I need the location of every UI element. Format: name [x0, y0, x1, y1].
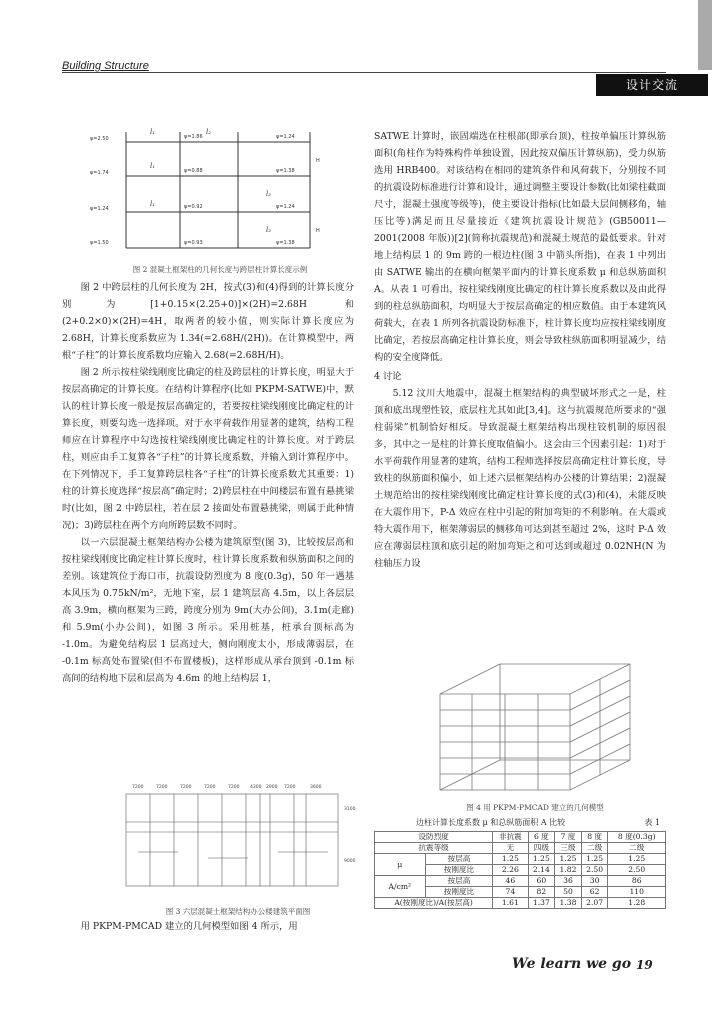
height-label: H	[316, 228, 320, 234]
table-cell: 1.25	[493, 854, 528, 865]
table-cell: 82	[528, 887, 555, 898]
journal-name: Building Structure	[62, 60, 149, 72]
table-cell: 8 度	[581, 832, 608, 843]
paragraph: 用 PKPM-PMCAD 建立的几何模型如图 4 所示，用	[80, 921, 298, 932]
section-tag: 设计交流	[596, 74, 708, 96]
psi-label: ψ=1.74	[90, 170, 109, 176]
dimension-label: 7200	[228, 785, 240, 790]
right-column	[374, 128, 666, 572]
paragraph: 图 2 中跨层柱的几何长度为 2H，按式(3)和(4)得到的计算长度分别为[1+0.15×(2.25+0)]×(2H)=2.68H 和(2+0.2×0)×(2H)=4H，取两者的较小值，则实际计算长度应为 2.68H，计算长度系数应为 1.34(=2.68H/(2H))。在计算模型中，两根“子柱”的计算长度系数均应输入 2.68(=2.68H/H)。	[62, 282, 354, 361]
table-cell: A/cm²	[375, 876, 426, 898]
table-cell: 8 度(0.3g)	[608, 832, 666, 843]
left-column	[62, 279, 354, 687]
dimension-label: 4300	[250, 785, 262, 790]
table-cell: 无	[493, 843, 528, 854]
figure-3-floor-plan	[118, 782, 358, 902]
table-row	[375, 843, 666, 854]
span-label: l₁	[150, 200, 156, 208]
table-label: 表 1	[644, 818, 660, 827]
table-cell: 50	[555, 887, 582, 898]
table-cell: 按层高	[425, 854, 493, 865]
psi-label: ψ=0.88	[184, 168, 203, 174]
span-label: l₂	[206, 128, 212, 136]
paragraph: SATWE 计算时，嵌固端选在柱根部(即承台顶)，柱按单偏压计算纵筋面积(角柱作为特殊构件单独设置，因此按双偏压计算纵筋)，受力纵筋选用 HRB400。对该结构在相同的建筑条件和风荷载下，分别按不同的抗震设防标准进行计算和设计，通过调整主要设计参数(比如梁柱截面尺寸，混凝土强度等级等)，使主要设计指标(比如最大层间侧移角，轴压比等)满足而且尽量接近《建筑抗震设计规范》(GB50011—2001(2008 年版))[2](简称抗震规范)和混凝土规范的最低要求。针对地上结构层 1 的 9m 跨的一根边柱(图 3 中箭头所指)，在表 1 中列出由 SATWE 输出的在横向框架平面内的计算长度系数 μ 和总纵筋面积 A。从表 1 可看出，按柱梁线刚度比确定的柱计算长度系数以及由此得到的柱总纵筋面积，均明显大于按层高确定的相应数值。由于本建筑风荷载大，在表 1 所列各抗震设防标准下，柱计算长度均应按柱梁线刚度比确定，若按层高确定柱计算长度，则会导致柱纵筋面积明显减少，结构的安全度降低。	[374, 131, 666, 363]
height-label: H	[316, 158, 320, 164]
left-column-end	[62, 918, 354, 935]
table-cell: 1.37	[528, 898, 555, 909]
dimension-label: 7200	[132, 785, 144, 790]
table-cell: 1.25	[581, 854, 608, 865]
figure-4-3d-model	[420, 660, 650, 798]
figure-3-caption: 图 3 六层混凝土框架结构办公楼建筑平面图	[165, 907, 311, 916]
table-cell: 按刚度比	[425, 887, 493, 898]
table-cell: 86	[608, 876, 666, 887]
decorative-bar	[698, 0, 712, 70]
table-cell: 1.25	[528, 854, 555, 865]
table-cell: 7 度	[555, 832, 582, 843]
table-cell: A(按刚度比)/A(按层高)	[375, 898, 493, 909]
table-cell: 60	[528, 876, 555, 887]
table-cell: 74	[493, 887, 528, 898]
figure-2-diagram	[90, 124, 350, 262]
table-cell: 1.25	[608, 854, 666, 865]
psi-label: ψ=1.24	[90, 206, 109, 212]
table-cell: 2.26	[493, 865, 528, 876]
table-cell: 2.14	[528, 865, 555, 876]
psi-label: ψ=0.92	[184, 204, 203, 210]
page-number: 19	[636, 958, 653, 972]
table-cell: 四级	[528, 843, 555, 854]
psi-label: ψ=0.93	[184, 240, 203, 246]
span-label: l₁	[150, 128, 156, 136]
table-row	[375, 854, 666, 865]
paragraph: 图 2 所示按柱梁线刚度比确定的柱及跨层柱的计算长度，明显大于按层高确定的计算长度。在结构计算程序(比如 PKPM-SATWE)中，默认的柱计算长度一般是按层高确定的，若要按柱梁线刚度比确定柱的计算长度，则要勾选一选择项。对于水平荷载作用显著的建筑，结构工程师应在计算程序中勾选按柱梁线刚度比确定柱的计算长度。对于跨层柱，则应由手工复算各“子柱”的计算长度系数，并输入到计算程序中。在下列情况下，手工复算跨层柱各“子柱”的计算长度系数尤其重要：1)柱的计算长度选择“按层高”确定时；2)跨层柱在中间楼层布置有悬挑梁时(比如，图 2 中跨层柱，若在层 2 接面处布置悬挑梁，则属于此种情况)；3)跨层柱在两个方向所跨层数不同时。	[62, 367, 354, 531]
table-cell: 36	[555, 876, 582, 887]
span-label: l₁	[150, 162, 156, 170]
footer-slogan: We learn we go	[512, 956, 632, 972]
table-cell: 三级	[555, 843, 582, 854]
table-row	[375, 832, 666, 843]
table-cell: 1.61	[493, 898, 528, 909]
table-cell: 46	[493, 876, 528, 887]
table-cell: 110	[608, 887, 666, 898]
psi-label: ψ=1.86	[184, 134, 203, 140]
dimension-label: 7200	[180, 785, 192, 790]
table-title: 边柱计算长度系数 μ 和总纵筋面积 A 比较	[416, 818, 566, 827]
table-cell: 30	[581, 876, 608, 887]
psi-label: ψ=1.24	[276, 204, 295, 210]
table-cell: 按刚度比	[425, 865, 493, 876]
table-row	[375, 898, 666, 909]
table-cell: 2.50	[581, 865, 608, 876]
table-cell: 设防烈度	[375, 832, 493, 843]
figure-2-caption: 图 2 混凝土框架柱的几何长度与跨层柱计算长度示例	[132, 265, 308, 274]
table-row	[375, 876, 666, 887]
span-label: l₂	[266, 226, 272, 234]
psi-label: ψ=1.38	[276, 168, 295, 174]
psi-label: ψ=1.24	[276, 134, 295, 140]
dimension-label: 3600	[310, 785, 322, 790]
psi-label: ψ=1.38	[276, 240, 295, 246]
table-cell: 1.25	[555, 854, 582, 865]
table-cell: 1.28	[608, 898, 666, 909]
table-cell: 二级	[581, 843, 608, 854]
table-cell: 抗震等级	[375, 843, 493, 854]
table-1	[374, 831, 666, 909]
paragraph: 5.12 汶川大地震中，混凝土框架结构的典型破坏形式之一是，柱顶和底出现塑性铰，底层柱尤其如此[3,4]。这与抗震规范所要求的“强柱弱梁”机制恰好相反。导致混凝土框架结构出现柱铰机制的原因很多，其中之一是柱的计算长度取值偏小。这会由三个因素引起：1)对于水平荷载作用显著的建筑，结构工程师选择按层高确定柱计算长度，导致柱的纵筋面积偏小，如上述六层框架结构办公楼的计算结果；2)混凝土规范给出的按柱梁线刚度比确定柱计算长度的式(3)和(4)，未能反映在大震作用下，P-Δ 效应在柱中引起的附加弯矩的不利影响。在大震或特大震作用下，框架薄弱层的侧移角可达到甚至超过 2%，这时 P-Δ 效应在薄弱层柱顶和底引起的附加弯矩之和可达到或超过 0.02NH(N 为柱轴压力设	[374, 388, 666, 569]
header-rule	[62, 72, 666, 73]
dimension-label: 2900	[266, 785, 278, 790]
dimension-label: 9000	[344, 859, 356, 864]
section-heading: 4 讨论	[374, 371, 402, 382]
psi-label: ψ=1.50	[90, 240, 109, 246]
dimension-label: 7200	[156, 785, 168, 790]
table-cell: 6 度	[528, 832, 555, 843]
table-cell: 二级	[608, 843, 666, 854]
table-cell: 1.82	[555, 865, 582, 876]
table-cell: 非抗震	[493, 832, 528, 843]
table-title-row	[416, 817, 660, 828]
paragraph: 以一六层混凝土框架结构办公楼为建筑原型(图 3)，比较按层高和按柱梁线刚度比确定柱计算长度时，柱计算长度系数和纵筋面积之间的差别。该建筑位于海口市，抗震设防烈度为 8 度(0.3g)，50 年一遇基本风压为 0.75kN/m²，无地下室，层 1 建筑层高 4.5m，以上各层层高 3.9m，横向框架为三跨，跨度分别为 9m(大办公间)，3.1m(走廊)和 5.9m(小办公间)，如图 3 所示。采用桩基，桩承台顶标高为 -1.0m。为避免结构层 1 层高过大，侧向刚度太小，形成薄弱层，在 -0.1m 标高处布置梁(但不布置楼板)，这样形成从承台顶到 -0.1m 标高间的结构地下层和层高为 4.6m 的地上结构层 1，	[62, 537, 354, 684]
table-cell: 1.38	[555, 898, 582, 909]
dimension-label: 7200	[204, 785, 216, 790]
table-cell: 按层高	[425, 876, 493, 887]
table-cell: 2.07	[581, 898, 608, 909]
psi-label: ψ=2.50	[90, 136, 109, 142]
table-cell: μ	[375, 854, 426, 876]
span-label: l₂	[266, 190, 272, 198]
dimension-label: 7200	[284, 785, 296, 790]
dimension-label: 3100	[344, 807, 356, 812]
figure-4-caption: 图 4 用 PKPM-PMCAD 建立的几何模型	[466, 803, 604, 812]
table-cell: 62	[581, 887, 608, 898]
table-cell: 2.50	[608, 865, 666, 876]
